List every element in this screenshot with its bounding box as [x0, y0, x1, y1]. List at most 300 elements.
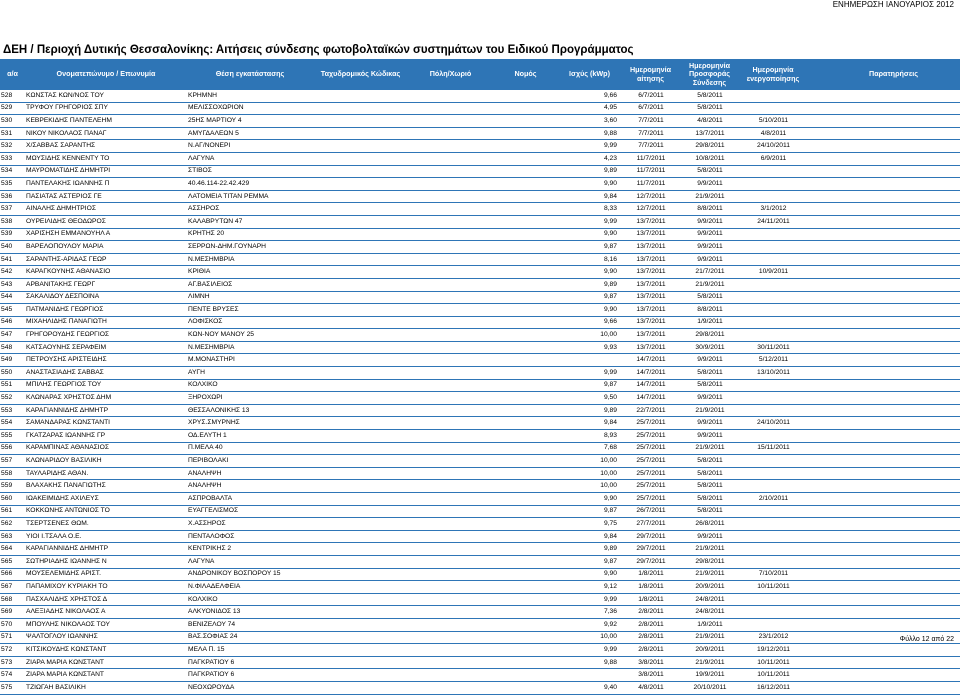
cell-name: ΤΡΥΦΟΥ ΓΡΗΓΟΡΙΟΣ ΣΠΥ: [25, 102, 187, 115]
cell-application-date: 11/7/2011: [621, 165, 680, 178]
cell-name: ΑΛΕΞΙΑΔΗΣ ΝΙΚΟΛΑΟΣ Α: [25, 606, 187, 619]
cell-city: [408, 631, 493, 644]
cell-aa: 559: [0, 480, 25, 493]
cell-notes: [807, 203, 960, 216]
cell-postcode: [313, 404, 408, 417]
cell-notes: [807, 404, 960, 417]
cell-aa: 561: [0, 505, 25, 518]
cell-notes: [807, 341, 960, 354]
table-row: [0, 543, 960, 556]
cell-name: ΣΑΚΑΛΙΔΟΥ ΔΕΣΠΟΙΝΑ: [25, 291, 187, 304]
cell-activation-date: [739, 404, 807, 417]
table-row: [0, 631, 960, 644]
table-row: [0, 316, 960, 329]
cell-aa: 541: [0, 253, 25, 266]
cell-offer-date: 26/8/2011: [680, 518, 739, 531]
cell-postcode: [313, 618, 408, 631]
cell-name: ΜΙΧΑΗΛΙΔΗΣ ΠΑΝΑΓΙΩΤΗ: [25, 316, 187, 329]
cell-location: ΚΑΛΑΒΡΥΤΩΝ 47: [187, 215, 313, 228]
cell-prefecture: [493, 442, 558, 455]
cell-name: ΣΩΤΗΡΙΑΔΗΣ ΙΩΑΝΝΗΣ Ν: [25, 555, 187, 568]
cell-power: 9,66: [558, 316, 621, 329]
cell-prefecture: [493, 329, 558, 342]
cell-offer-date: 5/8/2011: [680, 455, 739, 468]
cell-offer-date: 24/8/2011: [680, 593, 739, 606]
cell-power: 9,84: [558, 530, 621, 543]
cell-power: 9,66: [558, 90, 621, 102]
cell-name: ΒΛΑΧΑΚΗΣ ΠΑΝΑΓΙΩΤΗΣ: [25, 480, 187, 493]
cell-location: ΒΕΝΙΖΕΛΟΥ 74: [187, 618, 313, 631]
cell-postcode: [313, 681, 408, 694]
cell-postcode: [313, 505, 408, 518]
cell-city: [408, 203, 493, 216]
cell-postcode: [313, 367, 408, 380]
cell-prefecture: [493, 430, 558, 443]
cell-notes: [807, 354, 960, 367]
cell-name: ΖΙΑΡΑ ΜΑΡΙΑ ΚΩΝΣΤΑΝΤ: [25, 656, 187, 669]
cell-offer-date: 9/9/2011: [680, 228, 739, 241]
cell-postcode: [313, 127, 408, 140]
cell-postcode: [313, 291, 408, 304]
cell-postcode: [313, 140, 408, 153]
cell-notes: [807, 656, 960, 669]
cell-city: [408, 178, 493, 191]
cell-power: 4,95: [558, 102, 621, 115]
cell-prefecture: [493, 190, 558, 203]
cell-application-date: 2/8/2011: [621, 644, 680, 657]
cell-activation-date: [739, 455, 807, 468]
cell-location: ΛΙΜΝΗ: [187, 291, 313, 304]
cell-aa: 568: [0, 593, 25, 606]
cell-name: ΚΩΝΣΤΑΣ ΚΩΝ/ΝΟΣ ΤΟΥ: [25, 90, 187, 102]
cell-activation-date: 30/11/2011: [739, 341, 807, 354]
cell-aa: 528: [0, 90, 25, 102]
cell-application-date: 3/8/2011: [621, 656, 680, 669]
cell-prefecture: [493, 90, 558, 102]
cell-city: [408, 543, 493, 556]
cell-postcode: [313, 102, 408, 115]
header-activation-date: Ημερομηνία ενεργοποίησης: [739, 59, 807, 90]
cell-postcode: [313, 555, 408, 568]
cell-postcode: [313, 304, 408, 317]
cell-power: 9,89: [558, 404, 621, 417]
cell-postcode: [313, 90, 408, 102]
cell-aa: 533: [0, 152, 25, 165]
table-row: [0, 404, 960, 417]
cell-name: ΚΛΩΝΑΡΙΔΟΥ ΒΑΣΙΛΙΚΗ: [25, 455, 187, 468]
cell-power: 9,87: [558, 505, 621, 518]
cell-activation-date: 4/8/2011: [739, 127, 807, 140]
table-row: [0, 455, 960, 468]
cell-notes: [807, 278, 960, 291]
cell-power: 10,00: [558, 480, 621, 493]
cell-postcode: [313, 530, 408, 543]
cell-aa: 544: [0, 291, 25, 304]
cell-location: ΑΜΥΓΔΑΛΕΩΝ 5: [187, 127, 313, 140]
cell-city: [408, 505, 493, 518]
cell-power: 7,36: [558, 606, 621, 619]
cell-power: 7,68: [558, 442, 621, 455]
header-prefecture: Νομός: [493, 59, 558, 90]
cell-location: Ν.ΑΓ/ΝΟΝΕΡΙ: [187, 140, 313, 153]
table-row: [0, 606, 960, 619]
update-label: ΕΝΗΜΕΡΩΣΗ ΙΑΝΟΥΑΡΙΟΣ 2012: [832, 0, 954, 9]
cell-activation-date: 7/10/2011: [739, 568, 807, 581]
cell-application-date: 29/7/2011: [621, 530, 680, 543]
cell-prefecture: [493, 581, 558, 594]
cell-offer-date: 5/8/2011: [680, 505, 739, 518]
table-row: [0, 379, 960, 392]
header-aa: α/α: [0, 59, 25, 90]
table-row: [0, 329, 960, 342]
cell-city: [408, 656, 493, 669]
cell-prefecture: [493, 518, 558, 531]
table-row: [0, 442, 960, 455]
cell-aa: 539: [0, 228, 25, 241]
cell-activation-date: [739, 505, 807, 518]
header-postcode: Ταχυδρομικός Κώδικας: [313, 59, 408, 90]
cell-location: ΠΕΝΤΕ ΒΡΥΣΕΣ: [187, 304, 313, 317]
cell-aa: 551: [0, 379, 25, 392]
cell-prefecture: [493, 291, 558, 304]
cell-prefecture: [493, 530, 558, 543]
table-row: [0, 392, 960, 405]
cell-prefecture: [493, 631, 558, 644]
cell-power: 9,92: [558, 618, 621, 631]
cell-activation-date: 23/1/2012: [739, 631, 807, 644]
cell-prefecture: [493, 606, 558, 619]
table-row: [0, 165, 960, 178]
cell-power: 9,90: [558, 178, 621, 191]
cell-postcode: [313, 354, 408, 367]
cell-activation-date: [739, 316, 807, 329]
cell-power: 3,60: [558, 115, 621, 128]
cell-aa: 574: [0, 669, 25, 682]
cell-location: ΑΝΔΡΟΝΙΚΟΥ ΒΟΣΠΟΡΟΥ 15: [187, 568, 313, 581]
cell-notes: [807, 241, 960, 254]
cell-postcode: [313, 241, 408, 254]
cell-prefecture: [493, 568, 558, 581]
cell-application-date: 29/7/2011: [621, 543, 680, 556]
cell-location: ΛΑΤΟΜΕΙΑ ΤΙΤΑΝ ΡΕΜΜΑ: [187, 190, 313, 203]
cell-aa: 571: [0, 631, 25, 644]
cell-name: Χ/ΣΑΒΒΑΣ ΣΑΡΑΝΤΗΣ: [25, 140, 187, 153]
cell-city: [408, 253, 493, 266]
cell-application-date: 25/7/2011: [621, 455, 680, 468]
cell-name: ΜΠΙΛΗΣ ΓΕΩΡΓΙΟΣ ΤΟΥ: [25, 379, 187, 392]
cell-activation-date: 6/9/2011: [739, 152, 807, 165]
cell-activation-date: 10/9/2011: [739, 266, 807, 279]
cell-prefecture: [493, 241, 558, 254]
cell-postcode: [313, 568, 408, 581]
cell-city: [408, 165, 493, 178]
cell-location: ΚΟΛΧΙΚΟ: [187, 379, 313, 392]
cell-notes: [807, 543, 960, 556]
table-row: [0, 568, 960, 581]
cell-offer-date: 19/9/2011: [680, 669, 739, 682]
cell-notes: [807, 555, 960, 568]
cell-offer-date: 5/8/2011: [680, 165, 739, 178]
header-application-date: Ημερομηνία αίτησης: [621, 59, 680, 90]
cell-location: ΜΕΛΑ Π. 15: [187, 644, 313, 657]
cell-application-date: 11/7/2011: [621, 152, 680, 165]
table-row: [0, 190, 960, 203]
cell-location: ΠΑΓΚΡΑΤΙΟΥ 6: [187, 656, 313, 669]
cell-name: ΤΖΙΩΓΑΗ ΒΑΣΙΛΙΚΗ: [25, 681, 187, 694]
cell-prefecture: [493, 480, 558, 493]
cell-notes: [807, 152, 960, 165]
cell-location: ΜΕΛΙΣΣΟΧΩΡΙΟΝ: [187, 102, 313, 115]
cell-prefecture: [493, 152, 558, 165]
table-row: [0, 203, 960, 216]
cell-offer-date: 24/8/2011: [680, 606, 739, 619]
cell-city: [408, 241, 493, 254]
cell-postcode: [313, 606, 408, 619]
cell-postcode: [313, 656, 408, 669]
cell-offer-date: 29/8/2011: [680, 555, 739, 568]
cell-activation-date: 19/12/2011: [739, 644, 807, 657]
cell-application-date: 13/7/2011: [621, 341, 680, 354]
cell-postcode: [313, 581, 408, 594]
cell-city: [408, 430, 493, 443]
cell-offer-date: 20/10/2011: [680, 681, 739, 694]
cell-offer-date: 5/8/2011: [680, 367, 739, 380]
cell-notes: [807, 455, 960, 468]
cell-aa: 565: [0, 555, 25, 568]
table-row: [0, 681, 960, 694]
cell-aa: 555: [0, 430, 25, 443]
cell-application-date: 1/8/2011: [621, 593, 680, 606]
cell-activation-date: [739, 278, 807, 291]
page-title: ΔΕΗ / Περιοχή Δυτικής Θεσσαλονίκης: Αιτήσεις σύνδεσης φωτοβολταϊκών συστημάτων του Ειδικού Προγράμματος: [3, 44, 634, 56]
cell-location: ΛΟΦΙΣΚΟΣ: [187, 316, 313, 329]
cell-offer-date: 9/9/2011: [680, 392, 739, 405]
header-city: Πόλη/Χωριό: [408, 59, 493, 90]
cell-notes: [807, 304, 960, 317]
cell-aa: 530: [0, 115, 25, 128]
cell-application-date: 13/7/2011: [621, 278, 680, 291]
table-row: [0, 291, 960, 304]
cell-offer-date: 5/8/2011: [680, 379, 739, 392]
cell-notes: [807, 266, 960, 279]
cell-name: ΜΑΥΡΟΜΑΤΙΔΗΣ ΔΗΜΗΤΡΙ: [25, 165, 187, 178]
cell-offer-date: 5/8/2011: [680, 291, 739, 304]
cell-aa: 532: [0, 140, 25, 153]
cell-location: ΠΕΡΙΒΟΛΑΚΙ: [187, 455, 313, 468]
cell-city: [408, 127, 493, 140]
cell-notes: [807, 618, 960, 631]
cell-aa: 538: [0, 215, 25, 228]
table-row: [0, 505, 960, 518]
cell-power: 8,16: [558, 253, 621, 266]
cell-location: ΠΑΓΚΡΑΤΙΟΥ 6: [187, 669, 313, 682]
cell-prefecture: [493, 367, 558, 380]
cell-power: 9,90: [558, 493, 621, 506]
cell-city: [408, 90, 493, 102]
cell-location: ΚΡΗΤΗΣ 20: [187, 228, 313, 241]
cell-application-date: 13/7/2011: [621, 215, 680, 228]
cell-prefecture: [493, 165, 558, 178]
cell-location: Μ.ΜΟΝΑΣΤΗΡΙ: [187, 354, 313, 367]
cell-application-date: 2/8/2011: [621, 618, 680, 631]
cell-activation-date: [739, 480, 807, 493]
cell-city: [408, 304, 493, 317]
cell-location: ΞΗΡΟΧΩΡΙ: [187, 392, 313, 405]
cell-notes: [807, 568, 960, 581]
cell-location: Ν.ΜΕΣΗΜΒΡΙΑ: [187, 253, 313, 266]
cell-location: ΣΤΙΒΟΣ: [187, 165, 313, 178]
table-row: [0, 354, 960, 367]
cell-notes: [807, 518, 960, 531]
table-row: [0, 656, 960, 669]
cell-aa: 549: [0, 354, 25, 367]
cell-city: [408, 669, 493, 682]
cell-postcode: [313, 190, 408, 203]
table-row: [0, 581, 960, 594]
cell-postcode: [313, 455, 408, 468]
cell-postcode: [313, 316, 408, 329]
cell-location: ΕΥΑΓΓΕΛΙΣΜΟΣ: [187, 505, 313, 518]
cell-prefecture: [493, 417, 558, 430]
cell-notes: [807, 228, 960, 241]
cell-city: [408, 581, 493, 594]
cell-application-date: 4/8/2011: [621, 681, 680, 694]
cell-aa: 553: [0, 404, 25, 417]
cell-city: [408, 618, 493, 631]
cell-postcode: [313, 329, 408, 342]
table-row: [0, 115, 960, 128]
cell-offer-date: 9/9/2011: [680, 178, 739, 191]
cell-application-date: 13/7/2011: [621, 291, 680, 304]
cell-city: [408, 266, 493, 279]
cell-power: 9,90: [558, 568, 621, 581]
cell-name: ΠΑΣΧΑΛΙΔΗΣ ΧΡΗΣΤΟΣ Δ: [25, 593, 187, 606]
cell-prefecture: [493, 681, 558, 694]
cell-offer-date: 9/9/2011: [680, 430, 739, 443]
cell-power: 9,99: [558, 215, 621, 228]
cell-postcode: [313, 493, 408, 506]
cell-activation-date: [739, 518, 807, 531]
cell-aa: 542: [0, 266, 25, 279]
cell-application-date: 13/7/2011: [621, 304, 680, 317]
cell-activation-date: [739, 291, 807, 304]
cell-prefecture: [493, 127, 558, 140]
cell-power: 9,99: [558, 367, 621, 380]
cell-application-date: 14/7/2011: [621, 392, 680, 405]
cell-power: 9,89: [558, 165, 621, 178]
cell-location: Π.ΜΕΛΑ 40: [187, 442, 313, 455]
cell-activation-date: 24/10/2011: [739, 417, 807, 430]
cell-activation-date: [739, 430, 807, 443]
cell-application-date: 14/7/2011: [621, 354, 680, 367]
cell-offer-date: 10/8/2011: [680, 152, 739, 165]
cell-prefecture: [493, 593, 558, 606]
table-row: [0, 417, 960, 430]
cell-city: [408, 278, 493, 291]
cell-application-date: 25/7/2011: [621, 417, 680, 430]
cell-activation-date: [739, 467, 807, 480]
header-name: Ονοματεπώνυμο / Επωνυμία: [25, 59, 187, 90]
cell-location: ΚΩΝ-ΝΟΥ ΜΑΝΟΥ 25: [187, 329, 313, 342]
cell-city: [408, 291, 493, 304]
cell-application-date: 12/7/2011: [621, 203, 680, 216]
cell-activation-date: 24/11/2011: [739, 215, 807, 228]
cell-offer-date: 21/9/2011: [680, 442, 739, 455]
header-offer-date: Ημερομηνία Προσφοράς Σύνδεσης: [680, 59, 739, 90]
cell-name: ΣΑΜΑΝΔΑΡΑΣ ΚΩΝΣΤΑΝΤΙ: [25, 417, 187, 430]
table-row: [0, 140, 960, 153]
cell-name: ΚΛΩΝΑΡΑΣ ΧΡΗΣΤΟΣ ΔΗΜ: [25, 392, 187, 405]
cell-notes: [807, 253, 960, 266]
cell-activation-date: 10/11/2011: [739, 581, 807, 594]
cell-name: ΚΕΒΡΕΚΙΔΗΣ ΠΑΝΤΕΛΕΗΜ: [25, 115, 187, 128]
cell-notes: [807, 215, 960, 228]
cell-name: ΓΚΑΤΖΑΡΑΣ ΙΩΑΝΝΗΣ ΓΡ: [25, 430, 187, 443]
cell-name: ΤΣΕΡΤΣΕΝΕΣ ΘΩΜ.: [25, 518, 187, 531]
cell-postcode: [313, 669, 408, 682]
table-row: [0, 518, 960, 531]
cell-city: [408, 417, 493, 430]
cell-activation-date: [739, 241, 807, 254]
cell-power: 9,75: [558, 518, 621, 531]
cell-offer-date: 5/8/2011: [680, 480, 739, 493]
cell-aa: 567: [0, 581, 25, 594]
cell-offer-date: 30/9/2011: [680, 341, 739, 354]
cell-offer-date: 21/9/2011: [680, 278, 739, 291]
cell-prefecture: [493, 493, 558, 506]
cell-application-date: 6/7/2011: [621, 102, 680, 115]
cell-location: ΚΡΙΘΙΑ: [187, 266, 313, 279]
cell-location: ΠΕΝΤΑΛΟΦΟΣ: [187, 530, 313, 543]
cell-city: [408, 190, 493, 203]
cell-notes: [807, 140, 960, 153]
cell-name: ΖΙΑΡΑ ΜΑΡΙΑ ΚΩΝΣΤΑΝΤ: [25, 669, 187, 682]
cell-city: [408, 480, 493, 493]
cell-notes: [807, 493, 960, 506]
cell-city: [408, 392, 493, 405]
cell-application-date: 25/7/2011: [621, 442, 680, 455]
table-row: [0, 278, 960, 291]
cell-application-date: 13/7/2011: [621, 228, 680, 241]
cell-prefecture: [493, 140, 558, 153]
cell-application-date: 12/7/2011: [621, 190, 680, 203]
cell-power: 9,88: [558, 127, 621, 140]
table-row: [0, 152, 960, 165]
cell-location: ΑΛΚΥΟΝΙΔΟΣ 13: [187, 606, 313, 619]
cell-name: ΜΟΥΣΕΛΕΜΙΔΗΣ ΑΡΙΣΤ.: [25, 568, 187, 581]
cell-postcode: [313, 518, 408, 531]
table-row: [0, 618, 960, 631]
cell-offer-date: 21/9/2011: [680, 190, 739, 203]
cell-aa: 558: [0, 467, 25, 480]
cell-aa: 562: [0, 518, 25, 531]
cell-aa: 531: [0, 127, 25, 140]
cell-postcode: [313, 467, 408, 480]
cell-notes: [807, 669, 960, 682]
cell-prefecture: [493, 467, 558, 480]
cell-application-date: 25/7/2011: [621, 493, 680, 506]
cell-aa: 550: [0, 367, 25, 380]
cell-postcode: [313, 341, 408, 354]
cell-notes: [807, 505, 960, 518]
cell-postcode: [313, 480, 408, 493]
table-row: [0, 367, 960, 380]
cell-prefecture: [493, 102, 558, 115]
cell-location: ΚΟΛΧΙΚΟ: [187, 593, 313, 606]
cell-prefecture: [493, 178, 558, 191]
cell-city: [408, 593, 493, 606]
cell-name: ΚΑΡΑΓΙΑΝΝΙΔΗΣ ΔΗΜΗΤΡ: [25, 404, 187, 417]
